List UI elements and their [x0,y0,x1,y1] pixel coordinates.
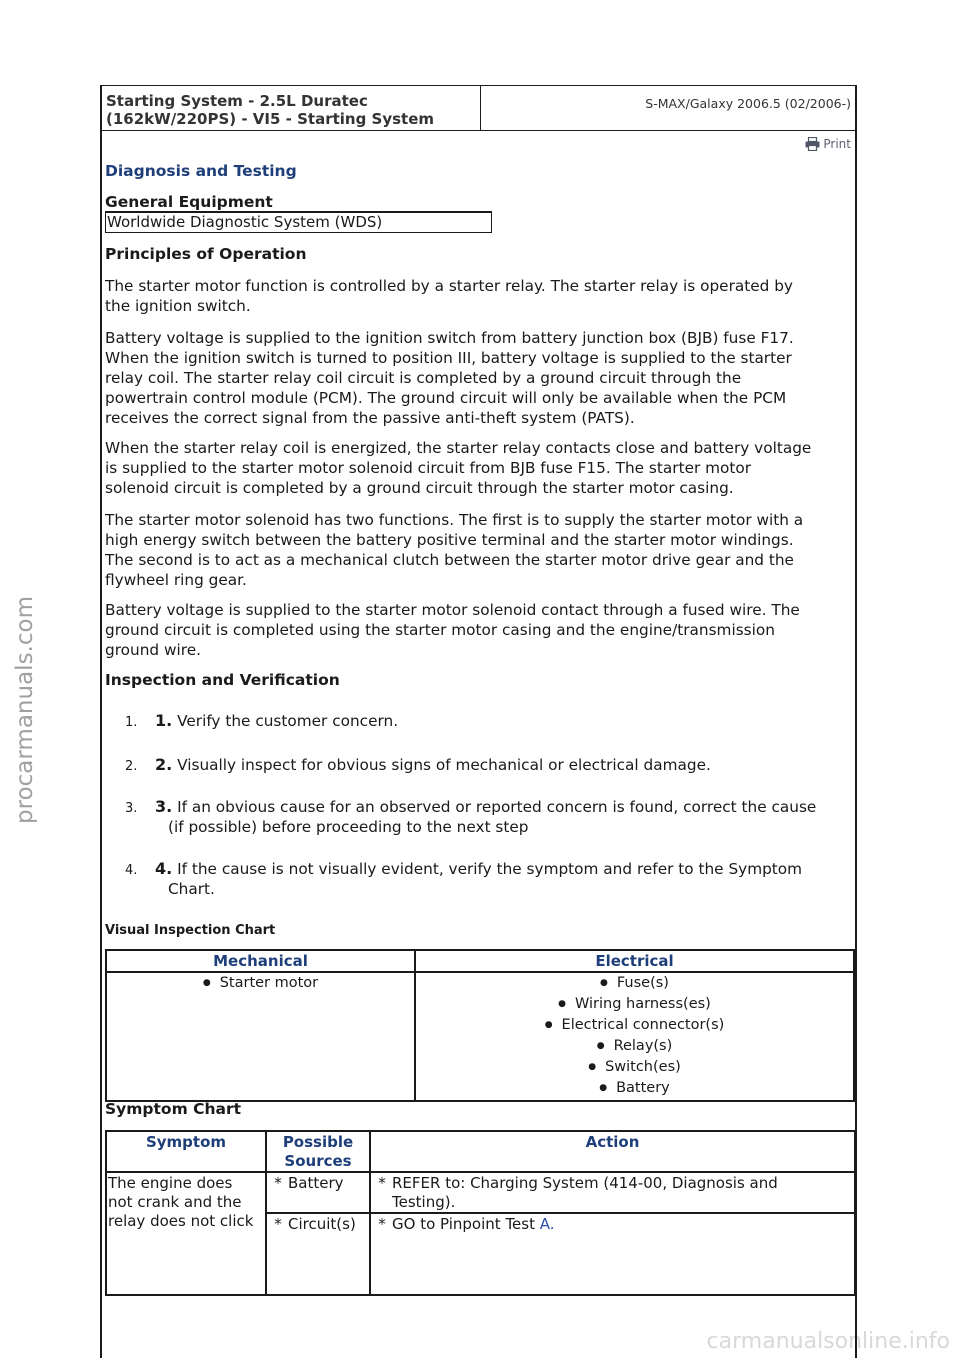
page-title-line-1: Starting System - 2.5L Duratec [106,92,368,110]
step-continuation: (if possible) before proceeding to the next step [168,818,529,836]
print-label: Print [823,137,851,151]
column-header-sources-line: Sources [284,1152,352,1170]
list-item: ● Battery [416,1079,853,1100]
paragraph-line: powertrain control module (PCM). The ground circuit will only be available when the PCM [105,389,787,407]
pinpoint-test-link[interactable]: A. [539,1215,555,1233]
source-text: Battery [288,1174,344,1192]
step-number: 2. [125,759,138,774]
action-line: REFER to: Charging System (414-00, Diagnosis and [392,1174,778,1192]
source-cell [266,1213,370,1295]
list-item: ● Fuse(s) [416,974,853,995]
step-body: Visually inspect for obvious signs of mechanical or electrical damage. [177,756,711,774]
mechanical-cell [106,972,415,1101]
bullet-star: * [378,1174,386,1192]
paragraph-2 [105,328,855,428]
column-header-electrical: Electrical [415,950,854,972]
action-line: Testing). [392,1193,456,1211]
paragraph-line: solenoid circuit is completed by a ground circuit through the starter motor casing. [105,479,734,497]
vehicle-model: S-MAX/Galaxy 2006.5 (02/2006-) [645,96,851,111]
column-header-symptom: Symptom [106,1131,266,1172]
side-watermark-text: procarmanuals.com [12,596,38,824]
side-watermark [10,560,40,860]
column-header-mechanical: Mechanical [106,950,415,972]
step-number: 3. [125,801,138,816]
list-item: ● Wiring harness(es) [416,995,853,1016]
list-item: ● Electrical connector(s) [416,1016,853,1037]
paragraph-line: When the starter relay coil is energized, the starter relay contacts close and battery voltage [105,439,812,457]
source-cell [266,1172,370,1213]
equipment-item: Worldwide Diagnostic System (WDS) [105,211,492,233]
list-item: ● Relay(s) [416,1037,853,1058]
paragraph-line: ground circuit is completed using the starter motor casing and the engine/transmission [105,621,775,639]
paragraph-line: relay coil. The starter relay coil circuit is completed by a ground circuit through the [105,369,742,387]
step-continuation: Chart. [168,880,215,898]
step-body: If an obvious cause for an observed or reported concern is found, correct the cause [177,798,817,816]
page-title [106,92,478,128]
step-text [155,755,855,775]
action-cell [370,1172,855,1213]
inspection-heading: Inspection and Verification [105,671,340,689]
paragraph-line: The second is to act as a mechanical clutch between the starter motor drive gear and the [105,551,794,569]
paragraph-line: The starter motor solenoid has two functions. The first is to supply the starter motor with a [105,511,804,529]
paragraph-5 [105,600,855,660]
step-body: If the cause is not visually evident, verify the symptom and refer to the Symptom [177,860,803,878]
action-cell [370,1213,855,1295]
general-equipment-heading: General Equipment [105,193,273,211]
paragraph-line: high energy switch between the battery positive terminal and the starter motor windings. [105,531,794,549]
paragraph-line: ground wire. [105,641,201,659]
paragraph-line: The starter motor function is controlled by a starter relay. The starter relay is operated by [105,277,793,295]
paragraph-line: the ignition switch. [105,297,251,315]
step-bold-number: 3. [155,797,173,816]
column-header-sources-line: Possible [282,1133,354,1151]
paragraph-line: flywheel ring gear. [105,571,247,589]
bullet-star: * [274,1215,282,1233]
paragraph-line: is supplied to the starter motor solenoid circuit from BJB fuse F15. The starter motor [105,459,752,477]
printer-icon [805,137,820,151]
step-bold-number: 1. [155,711,173,730]
step-text [155,711,855,731]
action-text [392,1174,778,1212]
step-bold-number: 4. [155,859,173,878]
symptom-line: not crank and the [108,1193,242,1211]
visual-chart-heading: Visual Inspection Chart [105,923,276,938]
column-header-action: Action [370,1131,855,1172]
source-text: Circuit(s) [288,1215,356,1233]
manual-page [100,85,857,1358]
step-body: Verify the customer concern. [177,712,399,730]
step-bold-number: 2. [155,755,173,774]
symptom-chart-heading: Symptom Chart [105,1100,242,1118]
bottom-watermark: carmanualsonline.info [706,1329,950,1354]
print-button[interactable] [805,137,851,151]
paragraph-4 [105,510,855,590]
symptom-line: The engine does [108,1174,233,1192]
paragraph-line: Battery voltage is supplied to the starter motor solenoid contact through a fused wire. The [105,601,800,619]
diagnosis-heading: Diagnosis and Testing [105,162,297,180]
step-text [155,859,855,899]
step-number: 4. [125,863,138,878]
paragraph-3 [105,438,855,498]
paragraph-1 [105,276,855,316]
list-item: ● Starter motor [107,974,414,995]
bullet-star: * [378,1215,386,1233]
visual-inspection-table [105,949,855,1102]
step-number: 1. [125,715,138,730]
page-header [102,85,855,131]
page-title-line-2: (162kW/220PS) - VI5 - Starting System [106,110,435,128]
symptom-cell [106,1172,266,1295]
paragraph-line: receives the correct signal from the passive anti-theft system (PATS). [105,409,635,427]
action-text [392,1215,555,1234]
header-divider [480,86,481,131]
paragraph-line: When the ignition switch is turned to position III, battery voltage is supplied to the starter [105,349,792,367]
paragraph-line: Battery voltage is supplied to the ignition switch from battery junction box (BJB) fuse F17. [105,329,794,347]
step-text [155,797,855,837]
principles-heading: Principles of Operation [105,245,307,263]
list-item: ● Switch(es) [416,1058,853,1079]
column-header-sources [266,1131,370,1172]
symptom-table [105,1130,856,1296]
electrical-cell [415,972,854,1101]
symptom-line: relay does not click [108,1212,254,1230]
action-line: GO to Pinpoint Test [392,1215,540,1233]
bullet-star: * [274,1174,282,1192]
